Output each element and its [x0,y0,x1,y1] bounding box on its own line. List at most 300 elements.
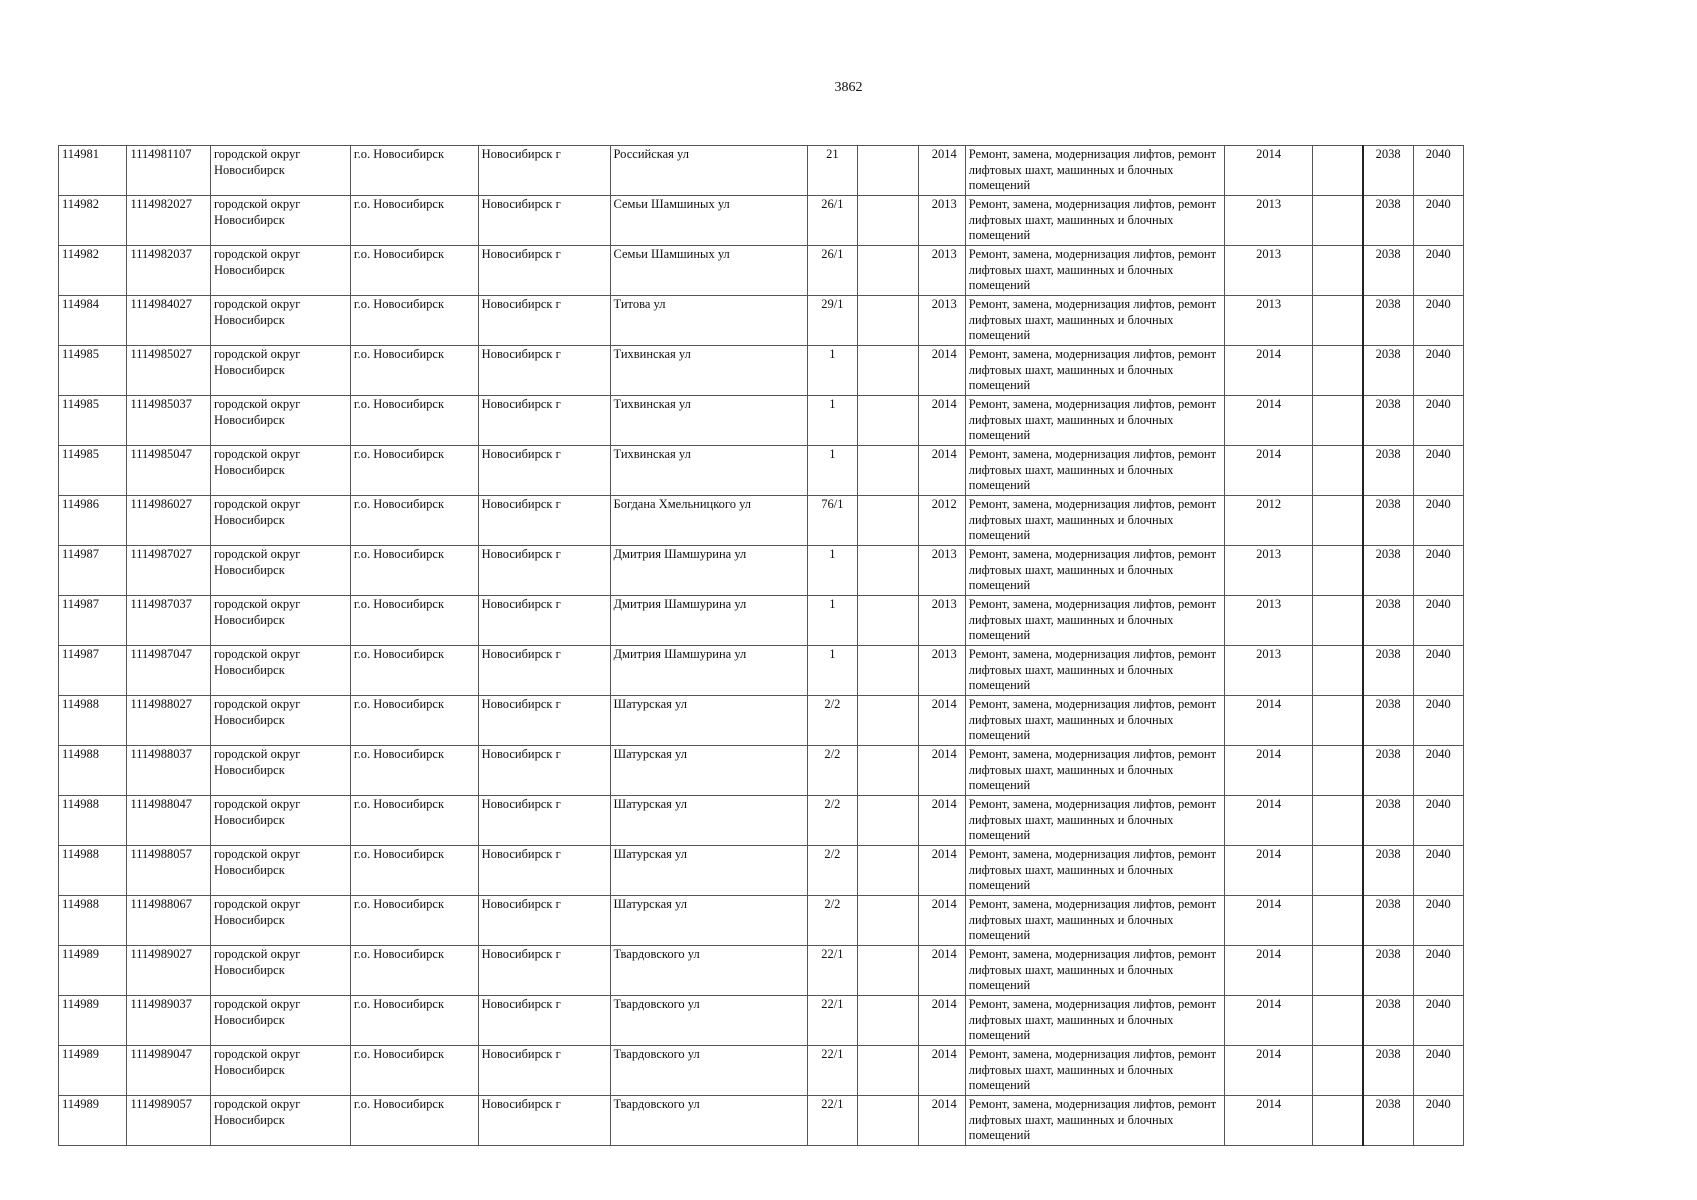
cell-municipal-short: г.о. Новосибирск [350,546,478,596]
table-row [59,446,1464,496]
cell-year: 2013 [919,246,965,296]
cell-end-year: 2040 [1413,296,1463,346]
cell-municipal-short: г.о. Новосибирск [350,596,478,646]
cell-municipality: городской округ Новосибирск [210,396,350,446]
table-row [59,246,1464,296]
cell-end-year: 2040 [1413,1046,1463,1096]
cell-year: 2014 [919,396,965,446]
cell-year: 2013 [919,596,965,646]
cell-record-id: 114981 [59,146,127,196]
cell-empty-b [1312,1046,1362,1096]
cell-street: Тихвинская ул [610,446,807,496]
cell-empty-b [1312,296,1362,346]
cell-end-year: 2040 [1413,1096,1463,1146]
cell-year: 2014 [919,796,965,846]
cell-end-year: 2040 [1413,746,1463,796]
cell-plan-year: 2038 [1363,446,1413,496]
table-row [59,996,1464,1046]
cell-object-code: 1114985047 [127,446,211,496]
cell-locality: Новосибирск г [478,596,610,646]
cell-house-number: 1 [807,596,857,646]
cell-house-number: 29/1 [807,296,857,346]
cell-empty-a [858,896,919,946]
cell-record-id: 114988 [59,896,127,946]
cell-work-type: Ремонт, замена, модернизация лифтов, ремонт лифтовых шахт, машинных и блочных помещений [965,1046,1225,1096]
registry-table [58,145,1464,1146]
cell-empty-a [858,646,919,696]
cell-empty-b [1312,346,1362,396]
page-number: 3862 [834,80,863,95]
cell-end-year: 2040 [1413,596,1463,646]
cell-plan-year: 2038 [1363,146,1413,196]
cell-municipality: городской округ Новосибирск [210,296,350,346]
cell-empty-a [858,396,919,446]
cell-end-year: 2040 [1413,546,1463,596]
table-body [59,146,1464,1146]
cell-work-type: Ремонт, замена, модернизация лифтов, ремонт лифтовых шахт, машинных и блочных помещений [965,996,1225,1046]
cell-plan-year: 2038 [1363,1096,1413,1146]
cell-municipality: городской округ Новосибирск [210,996,350,1046]
cell-empty-b [1312,1096,1362,1146]
cell-work-year: 2014 [1225,1046,1313,1096]
cell-house-number: 1 [807,446,857,496]
cell-object-code: 1114987047 [127,646,211,696]
cell-end-year: 2040 [1413,496,1463,546]
cell-work-year: 2014 [1225,696,1313,746]
cell-work-type: Ремонт, замена, модернизация лифтов, ремонт лифтовых шахт, машинных и блочных помещений [965,346,1225,396]
cell-house-number: 22/1 [807,1046,857,1096]
cell-work-year: 2014 [1225,1096,1313,1146]
cell-house-number: 1 [807,346,857,396]
cell-work-type: Ремонт, замена, модернизация лифтов, ремонт лифтовых шахт, машинных и блочных помещений [965,246,1225,296]
cell-year: 2014 [919,996,965,1046]
cell-record-id: 114989 [59,1046,127,1096]
cell-municipal-short: г.о. Новосибирск [350,396,478,446]
cell-record-id: 114988 [59,696,127,746]
cell-plan-year: 2038 [1363,796,1413,846]
cell-work-type: Ремонт, замена, модернизация лифтов, ремонт лифтовых шахт, машинных и блочных помещений [965,446,1225,496]
cell-house-number: 1 [807,646,857,696]
cell-work-type: Ремонт, замена, модернизация лифтов, ремонт лифтовых шахт, машинных и блочных помещений [965,946,1225,996]
cell-object-code: 1114988057 [127,846,211,896]
cell-municipality: городской округ Новосибирск [210,596,350,646]
cell-work-year: 2014 [1225,996,1313,1046]
cell-empty-b [1312,746,1362,796]
cell-municipality: городской округ Новосибирск [210,696,350,746]
cell-municipality: городской округ Новосибирск [210,346,350,396]
cell-plan-year: 2038 [1363,696,1413,746]
cell-street: Богдана Хмельницкого ул [610,496,807,546]
cell-empty-b [1312,596,1362,646]
cell-street: Шатурская ул [610,746,807,796]
cell-record-id: 114989 [59,996,127,1046]
cell-object-code: 1114988037 [127,746,211,796]
cell-street: Семьи Шамшиных ул [610,196,807,246]
table-row [59,1096,1464,1146]
cell-record-id: 114988 [59,796,127,846]
cell-year: 2014 [919,1046,965,1096]
cell-work-year: 2014 [1225,846,1313,896]
cell-work-year: 2013 [1225,596,1313,646]
cell-municipality: городской округ Новосибирск [210,246,350,296]
cell-house-number: 22/1 [807,946,857,996]
cell-work-type: Ремонт, замена, модернизация лифтов, ремонт лифтовых шахт, машинных и блочных помещений [965,896,1225,946]
cell-end-year: 2040 [1413,846,1463,896]
cell-end-year: 2040 [1413,896,1463,946]
cell-work-type: Ремонт, замена, модернизация лифтов, ремонт лифтовых шахт, машинных и блочных помещений [965,796,1225,846]
cell-house-number: 2/2 [807,696,857,746]
cell-municipality: городской округ Новосибирск [210,146,350,196]
cell-street: Твардовского ул [610,1096,807,1146]
cell-empty-a [858,196,919,246]
cell-plan-year: 2038 [1363,496,1413,546]
table-row [59,696,1464,746]
cell-locality: Новосибирск г [478,796,610,846]
cell-empty-a [858,596,919,646]
cell-municipal-short: г.о. Новосибирск [350,146,478,196]
cell-locality: Новосибирск г [478,346,610,396]
cell-empty-a [858,146,919,196]
cell-empty-a [858,996,919,1046]
cell-year: 2013 [919,546,965,596]
cell-end-year: 2040 [1413,246,1463,296]
cell-empty-b [1312,196,1362,246]
cell-work-year: 2012 [1225,496,1313,546]
cell-work-type: Ремонт, замена, модернизация лифтов, ремонт лифтовых шахт, машинных и блочных помещений [965,596,1225,646]
cell-empty-b [1312,646,1362,696]
cell-end-year: 2040 [1413,946,1463,996]
cell-plan-year: 2038 [1363,896,1413,946]
cell-object-code: 1114989047 [127,1046,211,1096]
table-row [59,646,1464,696]
cell-year: 2014 [919,346,965,396]
cell-object-code: 1114988027 [127,696,211,746]
cell-street: Твардовского ул [610,1046,807,1096]
cell-work-year: 2013 [1225,646,1313,696]
cell-work-year: 2014 [1225,796,1313,846]
cell-house-number: 22/1 [807,1096,857,1146]
cell-municipal-short: г.о. Новосибирск [350,846,478,896]
cell-street: Российская ул [610,146,807,196]
cell-empty-a [858,446,919,496]
cell-record-id: 114986 [59,496,127,546]
cell-year: 2014 [919,896,965,946]
cell-object-code: 1114988067 [127,896,211,946]
cell-municipal-short: г.о. Новосибирск [350,346,478,396]
cell-locality: Новосибирск г [478,246,610,296]
cell-house-number: 22/1 [807,996,857,1046]
cell-house-number: 76/1 [807,496,857,546]
table-row [59,746,1464,796]
cell-house-number: 2/2 [807,846,857,896]
cell-street: Дмитрия Шамшурина ул [610,646,807,696]
cell-empty-a [858,796,919,846]
cell-house-number: 2/2 [807,796,857,846]
cell-year: 2014 [919,846,965,896]
cell-plan-year: 2038 [1363,996,1413,1046]
cell-locality: Новосибирск г [478,496,610,546]
cell-municipal-short: г.о. Новосибирск [350,246,478,296]
cell-house-number: 2/2 [807,746,857,796]
cell-street: Твардовского ул [610,996,807,1046]
cell-year: 2014 [919,696,965,746]
cell-municipal-short: г.о. Новосибирск [350,1096,478,1146]
cell-street: Тихвинская ул [610,346,807,396]
cell-municipality: городской округ Новосибирск [210,746,350,796]
cell-locality: Новосибирск г [478,946,610,996]
cell-street: Шатурская ул [610,846,807,896]
cell-municipality: городской округ Новосибирск [210,1096,350,1146]
cell-street: Дмитрия Шамшурина ул [610,596,807,646]
cell-record-id: 114982 [59,196,127,246]
table-row [59,846,1464,896]
cell-street: Шатурская ул [610,896,807,946]
table-row [59,396,1464,446]
cell-work-year: 2014 [1225,146,1313,196]
table-row [59,946,1464,996]
cell-municipality: городской округ Новосибирск [210,896,350,946]
cell-object-code: 1114989027 [127,946,211,996]
cell-record-id: 114985 [59,346,127,396]
cell-object-code: 1114982027 [127,196,211,246]
cell-object-code: 1114982037 [127,246,211,296]
cell-work-type: Ремонт, замена, модернизация лифтов, ремонт лифтовых шахт, машинных и блочных помещений [965,746,1225,796]
cell-locality: Новосибирск г [478,296,610,346]
cell-empty-a [858,846,919,896]
cell-empty-b [1312,396,1362,446]
cell-object-code: 1114984027 [127,296,211,346]
cell-street: Дмитрия Шамшурина ул [610,546,807,596]
cell-municipal-short: г.о. Новосибирск [350,746,478,796]
cell-locality: Новосибирск г [478,446,610,496]
table-row [59,896,1464,946]
cell-object-code: 1114985037 [127,396,211,446]
cell-empty-b [1312,796,1362,846]
cell-work-year: 2013 [1225,296,1313,346]
cell-municipality: городской округ Новосибирск [210,546,350,596]
cell-locality: Новосибирск г [478,846,610,896]
cell-work-type: Ремонт, замена, модернизация лифтов, ремонт лифтовых шахт, машинных и блочных помещений [965,646,1225,696]
cell-record-id: 114987 [59,596,127,646]
cell-work-year: 2013 [1225,246,1313,296]
cell-record-id: 114989 [59,946,127,996]
cell-locality: Новосибирск г [478,546,610,596]
cell-plan-year: 2038 [1363,546,1413,596]
cell-street: Шатурская ул [610,796,807,846]
cell-record-id: 114988 [59,846,127,896]
cell-locality: Новосибирск г [478,396,610,446]
cell-street: Тихвинская ул [610,396,807,446]
cell-work-year: 2014 [1225,446,1313,496]
table-row [59,1046,1464,1096]
cell-municipal-short: г.о. Новосибирск [350,946,478,996]
cell-plan-year: 2038 [1363,246,1413,296]
cell-year: 2014 [919,146,965,196]
cell-object-code: 1114985027 [127,346,211,396]
cell-empty-a [858,1046,919,1096]
cell-street: Твардовского ул [610,946,807,996]
cell-work-type: Ремонт, замена, модернизация лифтов, ремонт лифтовых шахт, машинных и блочных помещений [965,146,1225,196]
cell-plan-year: 2038 [1363,746,1413,796]
cell-end-year: 2040 [1413,146,1463,196]
cell-municipal-short: г.о. Новосибирск [350,896,478,946]
cell-empty-b [1312,246,1362,296]
cell-work-year: 2014 [1225,346,1313,396]
cell-locality: Новосибирск г [478,196,610,246]
cell-record-id: 114984 [59,296,127,346]
cell-year: 2013 [919,196,965,246]
cell-year: 2014 [919,1096,965,1146]
cell-work-type: Ремонт, замена, модернизация лифтов, ремонт лифтовых шахт, машинных и блочных помещений [965,696,1225,746]
cell-end-year: 2040 [1413,696,1463,746]
cell-street: Титова ул [610,296,807,346]
cell-house-number: 1 [807,546,857,596]
cell-plan-year: 2038 [1363,946,1413,996]
table-row [59,146,1464,196]
cell-locality: Новосибирск г [478,896,610,946]
cell-plan-year: 2038 [1363,646,1413,696]
cell-end-year: 2040 [1413,796,1463,846]
cell-end-year: 2040 [1413,196,1463,246]
cell-house-number: 21 [807,146,857,196]
cell-work-type: Ремонт, замена, модернизация лифтов, ремонт лифтовых шахт, машинных и блочных помещений [965,1096,1225,1146]
cell-object-code: 1114986027 [127,496,211,546]
cell-end-year: 2040 [1413,396,1463,446]
cell-municipality: городской округ Новосибирск [210,796,350,846]
cell-object-code: 1114988047 [127,796,211,846]
cell-empty-b [1312,946,1362,996]
cell-year: 2013 [919,296,965,346]
cell-locality: Новосибирск г [478,996,610,1046]
cell-end-year: 2040 [1413,646,1463,696]
cell-plan-year: 2038 [1363,596,1413,646]
cell-object-code: 1114981107 [127,146,211,196]
cell-house-number: 26/1 [807,196,857,246]
cell-locality: Новосибирск г [478,646,610,696]
cell-record-id: 114987 [59,546,127,596]
cell-record-id: 114985 [59,396,127,446]
cell-municipal-short: г.о. Новосибирск [350,696,478,746]
cell-municipality: городской округ Новосибирск [210,646,350,696]
cell-empty-a [858,1096,919,1146]
cell-work-year: 2013 [1225,546,1313,596]
cell-record-id: 114987 [59,646,127,696]
cell-empty-a [858,746,919,796]
cell-object-code: 1114989057 [127,1096,211,1146]
cell-work-year: 2014 [1225,896,1313,946]
cell-record-id: 114988 [59,746,127,796]
cell-locality: Новосибирск г [478,1046,610,1096]
cell-work-year: 2014 [1225,746,1313,796]
cell-empty-a [858,346,919,396]
table-row [59,796,1464,846]
cell-record-id: 114985 [59,446,127,496]
cell-municipality: городской округ Новосибирск [210,846,350,896]
cell-work-year: 2014 [1225,396,1313,446]
cell-empty-a [858,696,919,746]
cell-house-number: 26/1 [807,246,857,296]
cell-empty-b [1312,146,1362,196]
cell-object-code: 1114987037 [127,596,211,646]
cell-end-year: 2040 [1413,996,1463,1046]
cell-year: 2012 [919,496,965,546]
cell-plan-year: 2038 [1363,1046,1413,1096]
cell-municipal-short: г.о. Новосибирск [350,646,478,696]
table-row [59,296,1464,346]
cell-municipal-short: г.о. Новосибирск [350,796,478,846]
cell-empty-a [858,496,919,546]
cell-municipal-short: г.о. Новосибирск [350,1046,478,1096]
cell-plan-year: 2038 [1363,196,1413,246]
cell-work-type: Ремонт, замена, модернизация лифтов, ремонт лифтовых шахт, машинных и блочных помещений [965,296,1225,346]
cell-empty-b [1312,996,1362,1046]
table-row [59,596,1464,646]
cell-municipality: городской округ Новосибирск [210,446,350,496]
cell-object-code: 1114989037 [127,996,211,1046]
cell-municipal-short: г.о. Новосибирск [350,996,478,1046]
cell-end-year: 2040 [1413,346,1463,396]
cell-empty-b [1312,896,1362,946]
cell-year: 2014 [919,446,965,496]
cell-work-year: 2013 [1225,196,1313,246]
cell-work-type: Ремонт, замена, модернизация лифтов, ремонт лифтовых шахт, машинных и блочных помещений [965,546,1225,596]
cell-plan-year: 2038 [1363,846,1413,896]
cell-street: Семьи Шамшиных ул [610,246,807,296]
cell-locality: Новосибирск г [478,746,610,796]
cell-year: 2014 [919,946,965,996]
cell-empty-a [858,246,919,296]
table-row [59,546,1464,596]
table-row [59,346,1464,396]
cell-work-year: 2014 [1225,946,1313,996]
cell-work-type: Ремонт, замена, модернизация лифтов, ремонт лифтовых шахт, машинных и блочных помещений [965,496,1225,546]
cell-municipality: городской округ Новосибирск [210,496,350,546]
cell-plan-year: 2038 [1363,296,1413,346]
cell-empty-b [1312,846,1362,896]
cell-work-type: Ремонт, замена, модернизация лифтов, ремонт лифтовых шахт, машинных и блочных помещений [965,196,1225,246]
cell-locality: Новосибирск г [478,1096,610,1146]
cell-record-id: 114989 [59,1096,127,1146]
cell-empty-b [1312,496,1362,546]
table-row [59,496,1464,546]
cell-record-id: 114982 [59,246,127,296]
cell-locality: Новосибирск г [478,696,610,746]
cell-municipal-short: г.о. Новосибирск [350,296,478,346]
cell-municipality: городской округ Новосибирск [210,1046,350,1096]
cell-empty-b [1312,446,1362,496]
cell-municipal-short: г.о. Новосибирск [350,446,478,496]
cell-plan-year: 2038 [1363,396,1413,446]
cell-work-type: Ремонт, замена, модернизация лифтов, ремонт лифтовых шахт, машинных и блочных помещений [965,396,1225,446]
cell-municipality: городской округ Новосибирск [210,946,350,996]
cell-end-year: 2040 [1413,446,1463,496]
cell-work-type: Ремонт, замена, модернизация лифтов, ремонт лифтовых шахт, машинных и блочных помещений [965,846,1225,896]
cell-empty-a [858,946,919,996]
cell-empty-b [1312,696,1362,746]
cell-locality: Новосибирск г [478,146,610,196]
cell-municipal-short: г.о. Новосибирск [350,496,478,546]
cell-plan-year: 2038 [1363,346,1413,396]
table-row [59,196,1464,246]
cell-municipal-short: г.о. Новосибирск [350,196,478,246]
cell-empty-a [858,296,919,346]
cell-municipality: городской округ Новосибирск [210,196,350,246]
cell-street: Шатурская ул [610,696,807,746]
cell-house-number: 2/2 [807,896,857,946]
cell-house-number: 1 [807,396,857,446]
cell-empty-a [858,546,919,596]
cell-empty-b [1312,546,1362,596]
